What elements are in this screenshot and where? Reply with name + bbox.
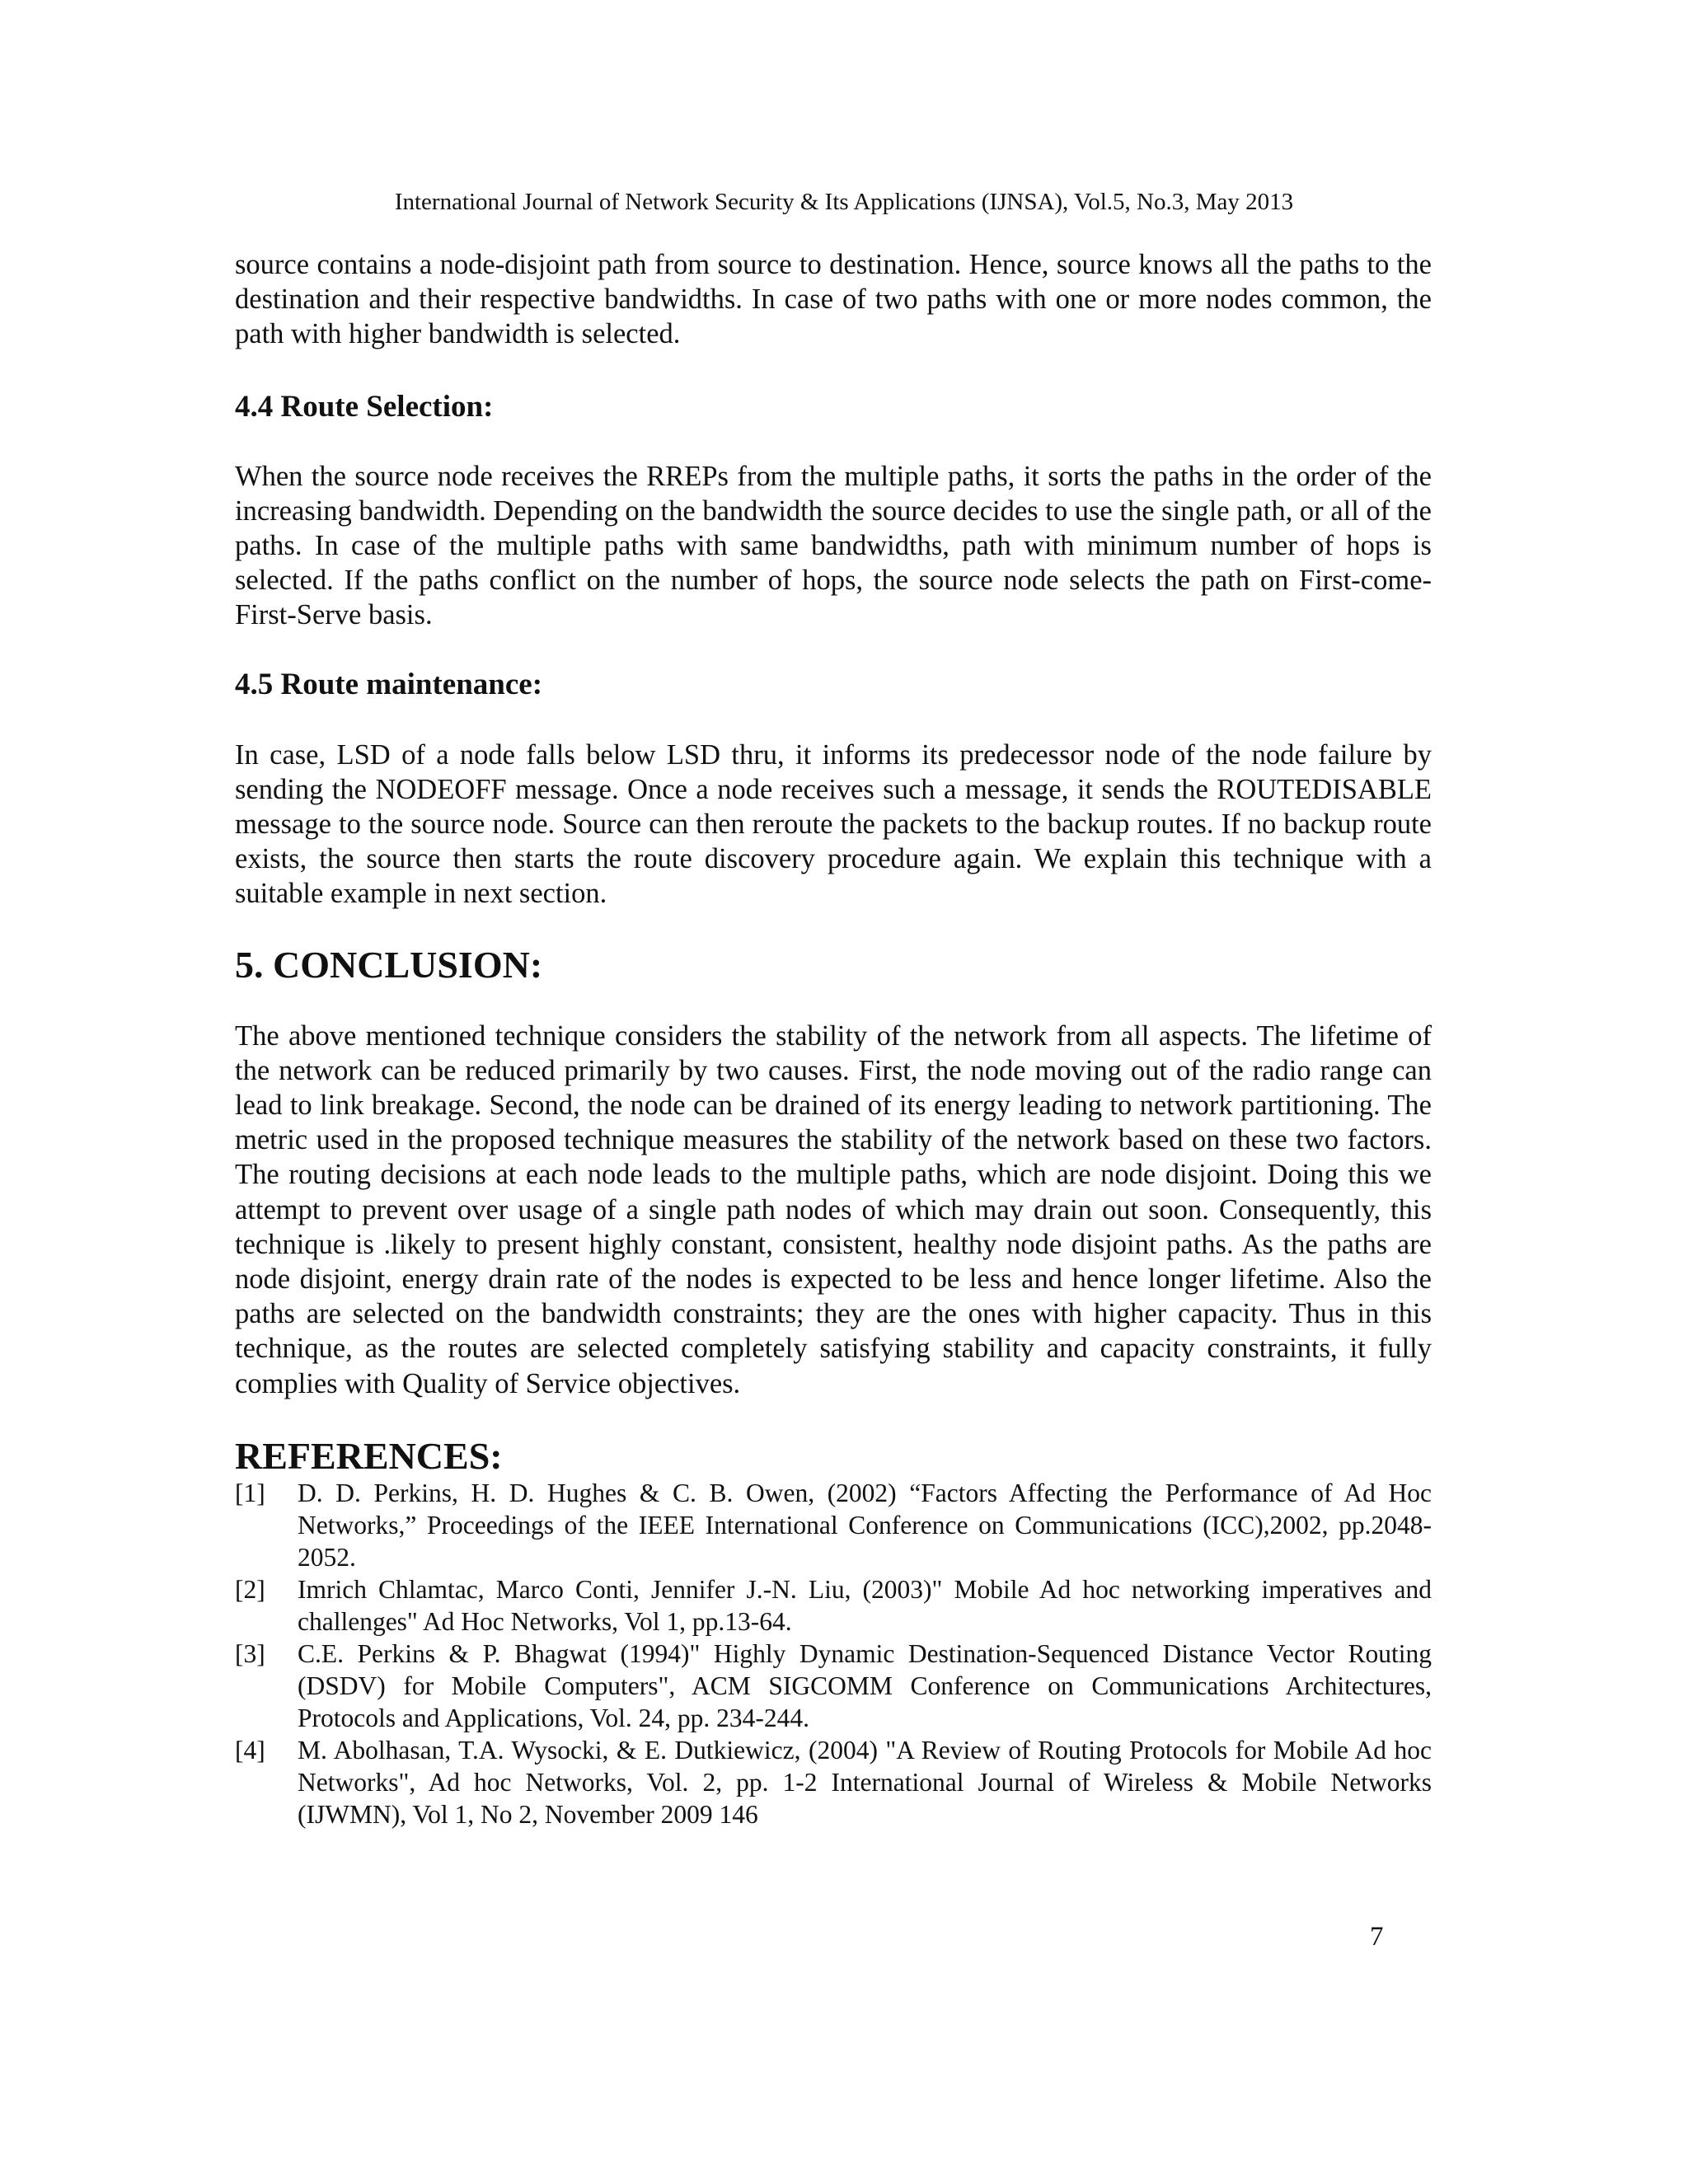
reference-number: [4] — [235, 1735, 265, 1765]
running-header: International Journal of Network Security & Its Applications (IJNSA), Vol.5, No.3, May 2013 — [394, 189, 1294, 215]
section-4-5-body: In case, LSD of a node falls below LSD thru, it informs its predecessor node of the node failure by sending the NODEOFF message. Once a node receives such a message, it sends the ROUTEDISABLE message to the source node. Source can then reroute the packets to the backup routes. If no backup route exists, the source then starts the route discovery procedure again. We explain this technique with a suitable example in next section. — [235, 738, 1432, 910]
intro-paragraph: source contains a node-disjoint path from source to destination. Hence, source knows all the paths to the destination and their respective bandwidths. In case of two paths with one or more nodes common, the path with higher bandwidth is selected. — [235, 249, 1432, 350]
reference-number: [2] — [235, 1574, 265, 1604]
conclusion-body: The above mentioned technique considers the stability of the network from all aspects. The lifetime of the network can be reduced primarily by two causes. First, the node moving out of the radio range can lead to link breakage. Second, the node can be drained of its energy leading to network partitioning. The metric used in the proposed technique measures the stability of the network based on these two factors. The routing decisions at each node leads to the multiple paths, which are node disjoint. Doing this we attempt to prevent over usage of a single path nodes of which may drain out soon. Consequently, this technique is .likely to present highly constant, consistent, healthy node disjoint paths. As the paths are node disjoint, energy drain rate of the nodes is expected to be less and hence longer lifetime. Also the paths are selected on the bandwidth constraints; they are the ones with higher capacity. Thus in this technique, as the routes are selected completely satisfying stability and capacity constraints, it fully complies with Quality of Service objectives. — [235, 1019, 1432, 1399]
reference-text: M. Abolhasan, T.A. Wysocki, & E. Dutkiewicz, (2004) "A Review of Routing Protocols for Mobile Ad hoc Networks", Ad hoc Networks, Vol. 2, pp. 1-2 International Journal of Wireless & Mobile Networks (IJWMN), Vol 1, No 2, November 2009 146 — [298, 1735, 1432, 1829]
conclusion-title: 5. CONCLUSION: — [235, 943, 543, 986]
reference-text: Imrich Chlamtac, Marco Conti, Jennifer J.-N. Liu, (2003)" Mobile Ad hoc networking imperatives and challenges" Ad Hoc Networks, Vol 1, pp.13-64. — [298, 1574, 1432, 1636]
reference-item — [235, 1477, 1432, 1573]
section-4-5-title: 4.5 Route maintenance: — [235, 667, 543, 701]
section-4-4-body: When the source node receives the RREPs from the multiple paths, it sorts the paths in the order of the increasing bandwidth. Depending on the bandwidth the source decides to use the single path, or all of the paths. In case of the multiple paths with same bandwidths, path with minimum number of hops is selected. If the paths conflict on the number of hops, the source node selects the path on First-come-First-Serve basis. — [235, 460, 1432, 631]
reference-list — [235, 1477, 1432, 1830]
references-title: REFERENCES: — [235, 1434, 503, 1477]
page-number: 7 — [1370, 1922, 1384, 1952]
page-body — [235, 247, 1432, 1830]
reference-number: [3] — [235, 1638, 265, 1668]
reference-text: D. D. Perkins, H. D. Hughes & C. B. Owen, (2002) “Factors Affecting the Performance of Ad Hoc Networks,” Proceedings of the IEEE International Conference on Communications (ICC),2002, pp.2048-2052. — [298, 1478, 1432, 1572]
reference-text: C.E. Perkins & P. Bhagwat (1994)" Highly Dynamic Destination-Sequenced Distance Vector Routing (DSDV) for Mobile Computers", ACM SIGCOMM Conference on Communications Architectures, Protocols and Applications, Vol. 24, pp. 234-244. — [298, 1638, 1432, 1732]
reference-item — [235, 1573, 1432, 1638]
section-4-4-title: 4.4 Route Selection: — [235, 389, 494, 424]
reference-number: [1] — [235, 1478, 265, 1507]
reference-item — [235, 1734, 1432, 1830]
reference-item — [235, 1638, 1432, 1734]
